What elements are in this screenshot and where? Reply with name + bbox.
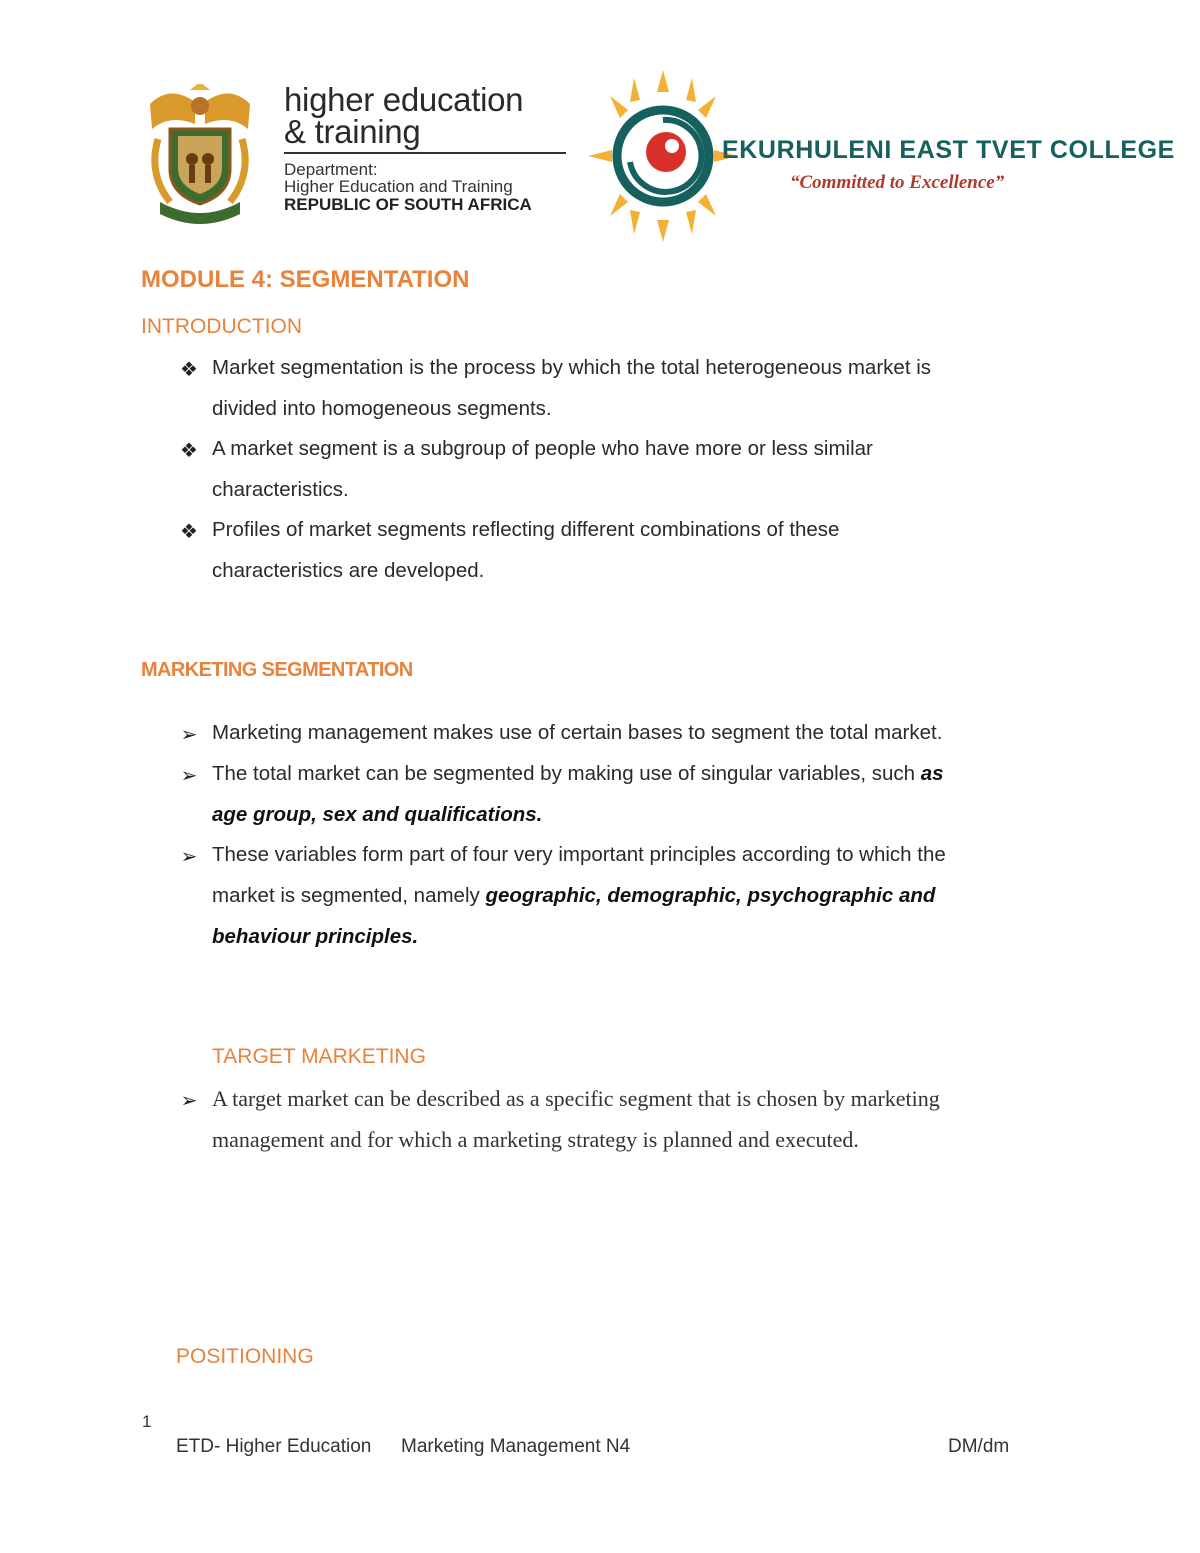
footer-center: Marketing Management N4 bbox=[401, 1436, 631, 1457]
dhet-department-label: Department: bbox=[284, 160, 378, 179]
intro-item-2-line-1: A market segment is a subgroup of people who have more or less similar bbox=[212, 437, 873, 460]
diamond-bullet-icon: ❖ bbox=[180, 521, 198, 543]
segmentation-item-1: Marketing management makes use of certain bases to segment the total market. bbox=[212, 721, 943, 744]
module-title: MODULE 4: SEGMENTATION bbox=[141, 266, 470, 293]
segmentation-item-3-line-1: These variables form part of four very important principles according to which the bbox=[212, 843, 946, 866]
dhet-department-name: Higher Education and Training bbox=[284, 177, 513, 196]
segmentation-item-2-line-2: age group, sex and qualifications. bbox=[212, 803, 543, 826]
segmentation-item-3-text: market is segmented, namely bbox=[212, 884, 486, 907]
positioning-heading: POSITIONING bbox=[176, 1345, 314, 1368]
dhet-title-line2: & training bbox=[284, 113, 421, 150]
marketing-segmentation-heading: MARKETING SEGMENTATION bbox=[141, 659, 413, 681]
page-number: 1 bbox=[142, 1412, 152, 1431]
college-name: EKURHULENI EAST TVET COLLEGE bbox=[722, 136, 1175, 164]
dhet-country: REPUBLIC OF SOUTH AFRICA bbox=[284, 195, 532, 214]
arrow-bullet-icon: ➢ bbox=[180, 724, 198, 746]
intro-item-2-line-2: characteristics. bbox=[212, 478, 349, 501]
target-marketing-line-2: management and for which a marketing strategy is planned and executed. bbox=[212, 1127, 859, 1152]
intro-item-1-line-2: divided into homogeneous segments. bbox=[212, 397, 552, 420]
target-marketing-line-1: A target market can be described as a specific segment that is chosen by marketing bbox=[212, 1086, 940, 1111]
introduction-heading: INTRODUCTION bbox=[141, 315, 302, 338]
footer-right: DM/dm bbox=[948, 1436, 1010, 1457]
segmentation-item-2-line-1 bbox=[212, 762, 944, 786]
dhet-divider bbox=[284, 152, 566, 154]
intro-item-3-line-1: Profiles of market segments reflecting different combinations of these bbox=[212, 518, 840, 541]
college-sun-logo-icon bbox=[588, 70, 738, 242]
diamond-bullet-icon: ❖ bbox=[180, 359, 198, 381]
segmentation-item-3-emphasis: geographic, demographic, psychographic and bbox=[485, 884, 936, 907]
dhet-title-line1: higher education bbox=[284, 81, 524, 118]
diamond-bullet-icon: ❖ bbox=[180, 440, 198, 462]
target-marketing-heading: TARGET MARKETING bbox=[212, 1045, 426, 1068]
arrow-bullet-icon: ➢ bbox=[180, 846, 198, 868]
arrow-bullet-icon: ➢ bbox=[180, 765, 198, 787]
intro-item-3-line-2: characteristics are developed. bbox=[212, 559, 485, 582]
intro-item-1-line-1: Market segmentation is the process by which the total heterogeneous market is bbox=[212, 356, 932, 379]
segmentation-item-2-emphasis: as bbox=[920, 762, 944, 785]
footer-left: ETD- Higher Education bbox=[176, 1436, 372, 1457]
dhet-title bbox=[284, 81, 524, 150]
college-motto: “Committed to Excellence” bbox=[790, 172, 1005, 193]
arrow-bullet-icon: ➢ bbox=[180, 1090, 198, 1112]
coat-of-arms-icon bbox=[140, 84, 260, 224]
segmentation-item-3-line-2 bbox=[212, 884, 935, 908]
segmentation-item-2-text: The total market can be segmented by making use of singular variables, such bbox=[212, 762, 921, 785]
segmentation-item-3-line-3: behaviour principles. bbox=[212, 925, 419, 948]
